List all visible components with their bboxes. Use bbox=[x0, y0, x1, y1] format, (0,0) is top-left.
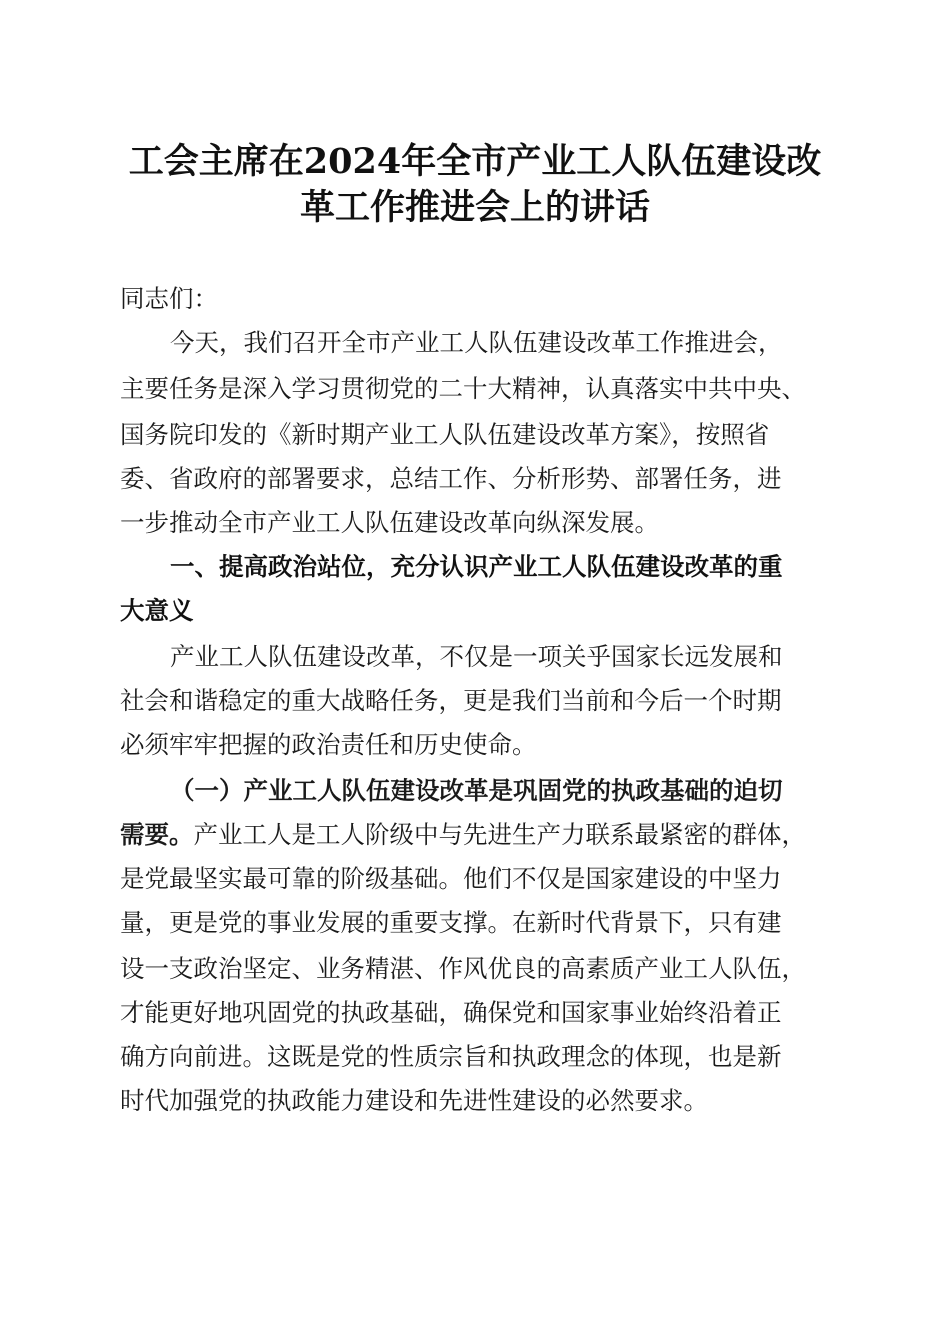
subsection-1-line-7: 时代加强党的执政能力建设和先进性建设的必然要求。 bbox=[120, 1086, 708, 1115]
section-1-heading-line-2: 大意义 bbox=[120, 596, 194, 625]
section-1-para-line-2: 社会和谐稳定的重大战略任务，更是我们当前和今后一个时期 bbox=[120, 686, 782, 715]
section-1-para-line-1: 产业工人队伍建设改革，不仅是一项关乎国家长远发展和 bbox=[170, 642, 783, 671]
title-line-1: 工会主席在2024年全市产业工人队伍建设改 bbox=[128, 141, 822, 182]
title-line-2: 革工作推进会上的讲话 bbox=[299, 187, 650, 228]
intro-line-2: 主要任务是深入学习贯彻党的二十大精神，认真落实中共中央、 bbox=[120, 374, 806, 403]
section-1-para-line-3: 必须牢牢把握的政治责任和历史使命。 bbox=[120, 730, 537, 759]
subsection-1-line-2: 是党最坚实最可靠的阶级基础。他们不仅是国家建设的中坚力 bbox=[120, 864, 782, 893]
subsection-1-heading-part-1: （一）产业工人队伍建设改革是巩固党的执政基础的迫切 bbox=[170, 776, 783, 805]
intro-line-5: 一步推动全市产业工人队伍建设改革向纵深发展。 bbox=[120, 508, 659, 537]
subsection-1-line-3: 量，更是党的事业发展的重要支撑。在新时代背景下，只有建 bbox=[120, 908, 782, 937]
intro-line-3: 国务院印发的《新时期产业工人队伍建设改革方案》，按照省 bbox=[120, 420, 770, 449]
subsection-1-line-6: 确方向前进。这既是党的性质宗旨和执政理念的体现，也是新 bbox=[120, 1042, 782, 1071]
subsection-1-heading-line-1 bbox=[170, 774, 783, 808]
subsection-1-heading-part-2: 需要。 bbox=[120, 820, 194, 849]
intro-line-4: 委、省政府的部署要求，总结工作、分析形势、部署任务，进 bbox=[120, 464, 782, 493]
subsection-1-line-1 bbox=[120, 818, 806, 852]
subsection-1-line-4: 设一支政治坚定、业务精湛、作风优良的高素质产业工人队伍， bbox=[120, 954, 806, 983]
subsection-1-first-line-rest: 产业工人是工人阶级中与先进生产力联系最紧密的群体， bbox=[193, 820, 806, 849]
intro-line-1: 今天，我们召开全市产业工人队伍建设改革工作推进会， bbox=[170, 328, 783, 357]
salutation: 同志们： bbox=[120, 284, 218, 313]
subsection-1-line-5: 才能更好地巩固党的执政基础，确保党和国家事业始终沿着正 bbox=[120, 998, 782, 1027]
section-1-heading-line-1: 一、提高政治站位，充分认识产业工人队伍建设改革的重 bbox=[170, 552, 783, 581]
